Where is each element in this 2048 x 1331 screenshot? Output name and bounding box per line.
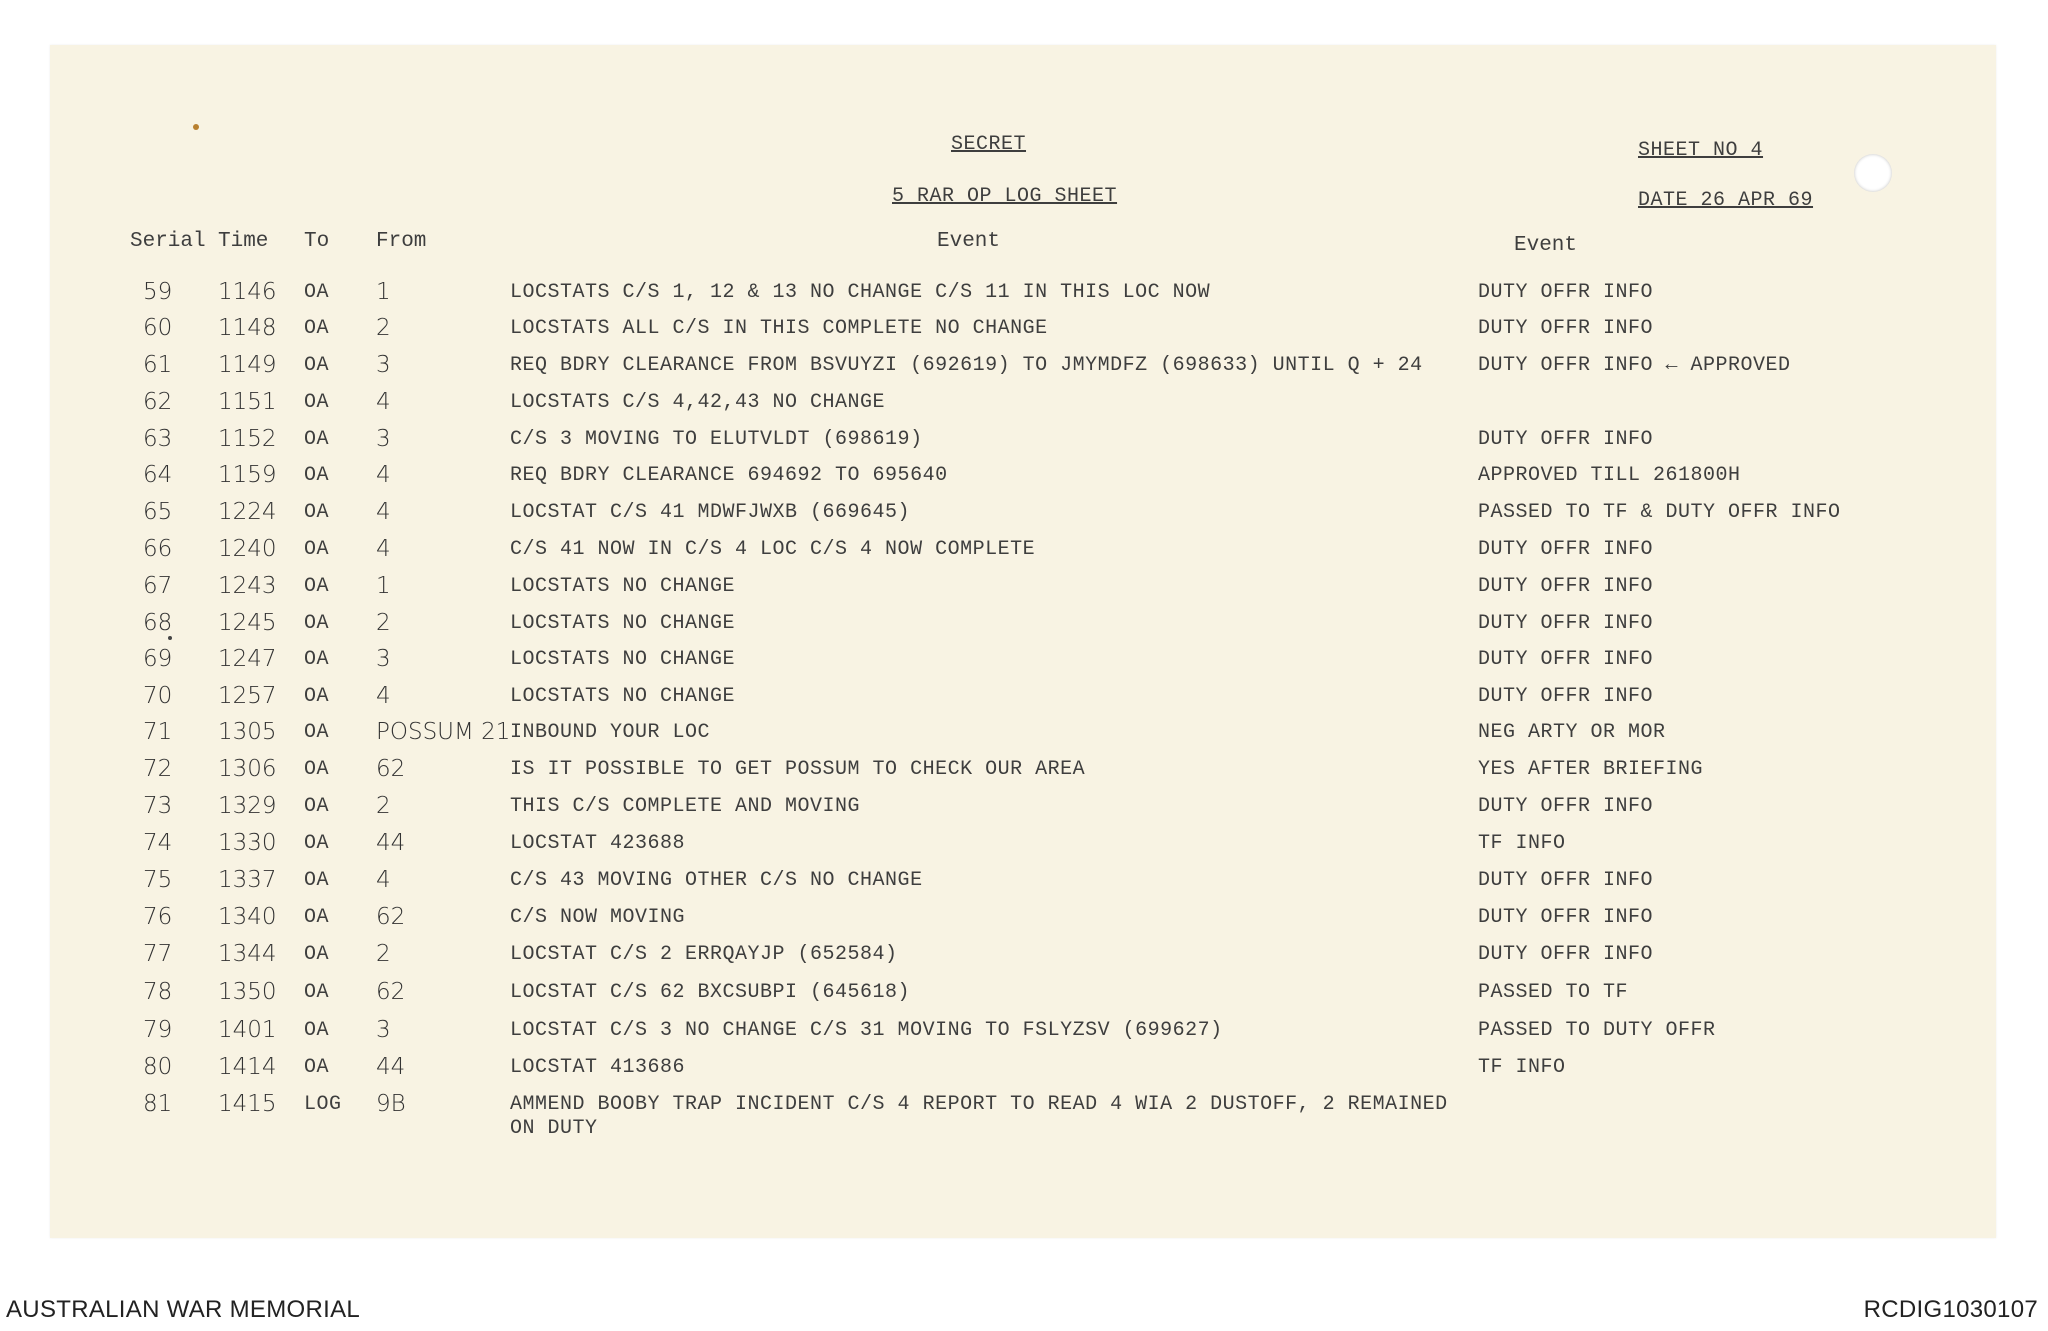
time-cell: 1340 <box>218 904 277 930</box>
remarks-cell: DUTY OFFR INFO <box>1478 612 1654 635</box>
to-cell: OA <box>304 1019 330 1042</box>
time-cell: 1152 <box>218 426 277 452</box>
remarks-cell: TF INFO <box>1478 1056 1566 1079</box>
event-cell: LOCSTATS NO CHANGE <box>510 575 736 598</box>
to-cell: OA <box>304 501 330 524</box>
time-cell: 1401 <box>218 1017 277 1043</box>
event-cell: LOCSTAT C/S 3 NO CHANGE C/S 31 MOVING TO FSLYZSV (699627) <box>510 1019 1223 1042</box>
time-cell: 1257 <box>218 683 277 709</box>
time-cell: 1415 <box>218 1091 277 1117</box>
remarks-cell: DUTY OFFR INFO <box>1478 538 1654 561</box>
to-cell: OA <box>304 943 330 966</box>
event-cell: LOCSTATS NO CHANGE <box>510 612 736 635</box>
from-cell: 4 <box>376 536 391 562</box>
time-cell: 1344 <box>218 941 277 967</box>
remarks-cell: PASSED TO TF & DUTY OFFR INFO <box>1478 501 1841 524</box>
serial-cell: 70 <box>143 683 173 709</box>
sheet-number: SHEET NO 4 <box>1638 139 1764 162</box>
column-header-remarks: Event <box>1514 234 1578 257</box>
remarks-cell: DUTY OFFR INFO <box>1478 317 1654 340</box>
to-cell: LOG <box>304 1093 342 1116</box>
to-cell: OA <box>304 354 330 377</box>
serial-cell: 74 <box>143 830 173 856</box>
to-cell: OA <box>304 758 330 781</box>
from-cell: POSSUM 21 <box>376 719 511 745</box>
time-cell: 1243 <box>218 573 277 599</box>
to-cell: OA <box>304 612 330 635</box>
to-cell: OA <box>304 869 330 892</box>
from-cell: 2 <box>376 941 391 967</box>
from-cell: 44 <box>376 1054 406 1080</box>
from-cell: 9B <box>376 1091 406 1117</box>
sheet-date: DATE 26 APR 69 <box>1638 189 1814 212</box>
from-cell: 62 <box>376 904 406 930</box>
time-cell: 1247 <box>218 646 277 672</box>
event-cell: IS IT POSSIBLE TO GET POSSUM TO CHECK OUR AREA <box>510 758 1086 781</box>
remarks-cell: DUTY OFFR INFO <box>1478 906 1654 929</box>
from-cell: 3 <box>376 352 391 378</box>
serial-cell: 71 <box>143 719 173 745</box>
to-cell: OA <box>304 832 330 855</box>
event-cell: LOCSTAT C/S 2 ERRQAYJP (652584) <box>510 943 898 966</box>
remarks-cell: APPROVED TILL 261800H <box>1478 464 1741 487</box>
event-cell: LOCSTAT 423688 <box>510 832 686 855</box>
from-cell: 3 <box>376 426 391 452</box>
serial-cell: 63 <box>143 426 173 452</box>
serial-cell: 66 <box>143 536 173 562</box>
time-cell: 1305 <box>218 719 277 745</box>
from-cell: 3 <box>376 1017 391 1043</box>
from-cell: 44 <box>376 830 406 856</box>
from-cell: 1 <box>376 573 391 599</box>
serial-cell: 64 <box>143 462 173 488</box>
log-sheet-paper <box>50 45 1996 1238</box>
punch-hole <box>1854 154 1892 192</box>
to-cell: OA <box>304 685 330 708</box>
to-cell: OA <box>304 391 330 414</box>
event-cell: C/S 43 MOVING OTHER C/S NO CHANGE <box>510 869 923 892</box>
document-title: 5 RAR OP LOG SHEET <box>892 185 1118 208</box>
serial-cell: 65 <box>143 499 173 525</box>
event-cell: C/S NOW MOVING <box>510 906 686 929</box>
image-reference: RCDIG1030107 <box>1863 1296 2038 1323</box>
column-header-time: Time <box>218 230 269 253</box>
to-cell: OA <box>304 281 330 304</box>
serial-cell: 73 <box>143 793 173 819</box>
remarks-cell: PASSED TO TF <box>1478 981 1629 1004</box>
event-cell: LOCSTAT C/S 41 MDWFJWXB (669645) <box>510 501 911 524</box>
serial-cell: 61 <box>143 352 173 378</box>
time-cell: 1148 <box>218 315 277 341</box>
to-cell: OA <box>304 538 330 561</box>
serial-cell: 68 <box>143 610 173 636</box>
from-cell: 62 <box>376 756 406 782</box>
time-cell: 1306 <box>218 756 277 782</box>
to-cell: OA <box>304 1056 330 1079</box>
to-cell: OA <box>304 428 330 451</box>
remarks-cell: DUTY OFFR INFO <box>1478 869 1654 892</box>
time-cell: 1146 <box>218 279 277 305</box>
to-cell: OA <box>304 648 330 671</box>
remarks-cell: DUTY OFFR INFO ← APPROVED <box>1478 354 1791 377</box>
from-cell: 3 <box>376 646 391 672</box>
remarks-cell: DUTY OFFR INFO <box>1478 795 1654 818</box>
classification-heading: SECRET <box>951 133 1027 156</box>
time-cell: 1159 <box>218 462 277 488</box>
event-cell: LOCSTAT C/S 62 BXCSUBPI (645618) <box>510 981 911 1004</box>
to-cell: OA <box>304 795 330 818</box>
from-cell: 4 <box>376 389 391 415</box>
from-cell: 4 <box>376 499 391 525</box>
serial-cell: 72 <box>143 756 173 782</box>
from-cell: 4 <box>376 867 391 893</box>
remarks-cell: DUTY OFFR INFO <box>1478 281 1654 304</box>
from-cell: 2 <box>376 793 391 819</box>
time-cell: 1151 <box>218 389 277 415</box>
event-cell: THIS C/S COMPLETE AND MOVING <box>510 795 861 818</box>
column-header-event: Event <box>937 230 1001 253</box>
paper-speck <box>168 636 172 640</box>
remarks-cell: DUTY OFFR INFO <box>1478 428 1654 451</box>
event-cell: AMMEND BOOBY TRAP INCIDENT C/S 4 REPORT TO READ 4 WIA 2 DUSTOFF, 2 REMAINED <box>510 1093 1448 1116</box>
event-cell: C/S 3 MOVING TO ELUTVLDT (698619) <box>510 428 923 451</box>
event-cell: LOCSTATS C/S 1, 12 & 13 NO CHANGE C/S 11 IN THIS LOC NOW <box>510 281 1211 304</box>
event-cell: LOCSTATS C/S 4,42,43 NO CHANGE <box>510 391 886 414</box>
time-cell: 1350 <box>218 979 277 1005</box>
serial-cell: 60 <box>143 315 173 341</box>
serial-cell: 69 <box>143 646 173 672</box>
event-cell: LOCSTATS ALL C/S IN THIS COMPLETE NO CHANGE <box>510 317 1048 340</box>
remarks-cell: DUTY OFFR INFO <box>1478 943 1654 966</box>
time-cell: 1224 <box>218 499 277 525</box>
from-cell: 1 <box>376 279 391 305</box>
serial-cell: 67 <box>143 573 173 599</box>
serial-cell: 75 <box>143 867 173 893</box>
serial-cell: 81 <box>143 1091 173 1117</box>
column-header-serial: Serial <box>130 230 206 253</box>
from-cell: 62 <box>376 979 406 1005</box>
to-cell: OA <box>304 721 330 744</box>
event-cell: REQ BDRY CLEARANCE FROM BSVUYZI (692619) TO JMYMDFZ (698633) UNTIL Q + 24 <box>510 354 1423 377</box>
serial-cell: 62 <box>143 389 173 415</box>
to-cell: OA <box>304 906 330 929</box>
column-header-from: From <box>376 230 427 253</box>
time-cell: 1414 <box>218 1054 277 1080</box>
serial-cell: 59 <box>143 279 173 305</box>
time-cell: 1337 <box>218 867 277 893</box>
event-cell: REQ BDRY CLEARANCE 694692 TO 695640 <box>510 464 948 487</box>
to-cell: OA <box>304 575 330 598</box>
to-cell: OA <box>304 464 330 487</box>
to-cell: OA <box>304 981 330 1004</box>
remarks-cell: DUTY OFFR INFO <box>1478 648 1654 671</box>
from-cell: 4 <box>376 462 391 488</box>
serial-cell: 78 <box>143 979 173 1005</box>
event-cell: LOCSTATS NO CHANGE <box>510 648 736 671</box>
event-cell-continuation: ON DUTY <box>510 1117 598 1140</box>
time-cell: 1245 <box>218 610 277 636</box>
time-cell: 1330 <box>218 830 277 856</box>
time-cell: 1240 <box>218 536 277 562</box>
time-cell: 1149 <box>218 352 277 378</box>
remarks-cell: DUTY OFFR INFO <box>1478 575 1654 598</box>
from-cell: 2 <box>376 610 391 636</box>
institution-credit: AUSTRALIAN WAR MEMORIAL <box>6 1296 361 1323</box>
to-cell: OA <box>304 317 330 340</box>
from-cell: 2 <box>376 315 391 341</box>
serial-cell: 77 <box>143 941 173 967</box>
from-cell: 4 <box>376 683 391 709</box>
remarks-cell: YES AFTER BRIEFING <box>1478 758 1704 781</box>
event-cell: LOCSTAT 413686 <box>510 1056 686 1079</box>
time-cell: 1329 <box>218 793 277 819</box>
remarks-cell: DUTY OFFR INFO <box>1478 685 1654 708</box>
serial-cell: 76 <box>143 904 173 930</box>
serial-cell: 80 <box>143 1054 173 1080</box>
paper-speck <box>193 124 199 130</box>
event-cell: C/S 41 NOW IN C/S 4 LOC C/S 4 NOW COMPLETE <box>510 538 1036 561</box>
event-cell: INBOUND YOUR LOC <box>510 721 711 744</box>
event-cell: LOCSTATS NO CHANGE <box>510 685 736 708</box>
remarks-cell: TF INFO <box>1478 832 1566 855</box>
remarks-cell: PASSED TO DUTY OFFR <box>1478 1019 1716 1042</box>
remarks-cell: NEG ARTY OR MOR <box>1478 721 1666 744</box>
column-header-to: To <box>304 230 330 253</box>
serial-cell: 79 <box>143 1017 173 1043</box>
